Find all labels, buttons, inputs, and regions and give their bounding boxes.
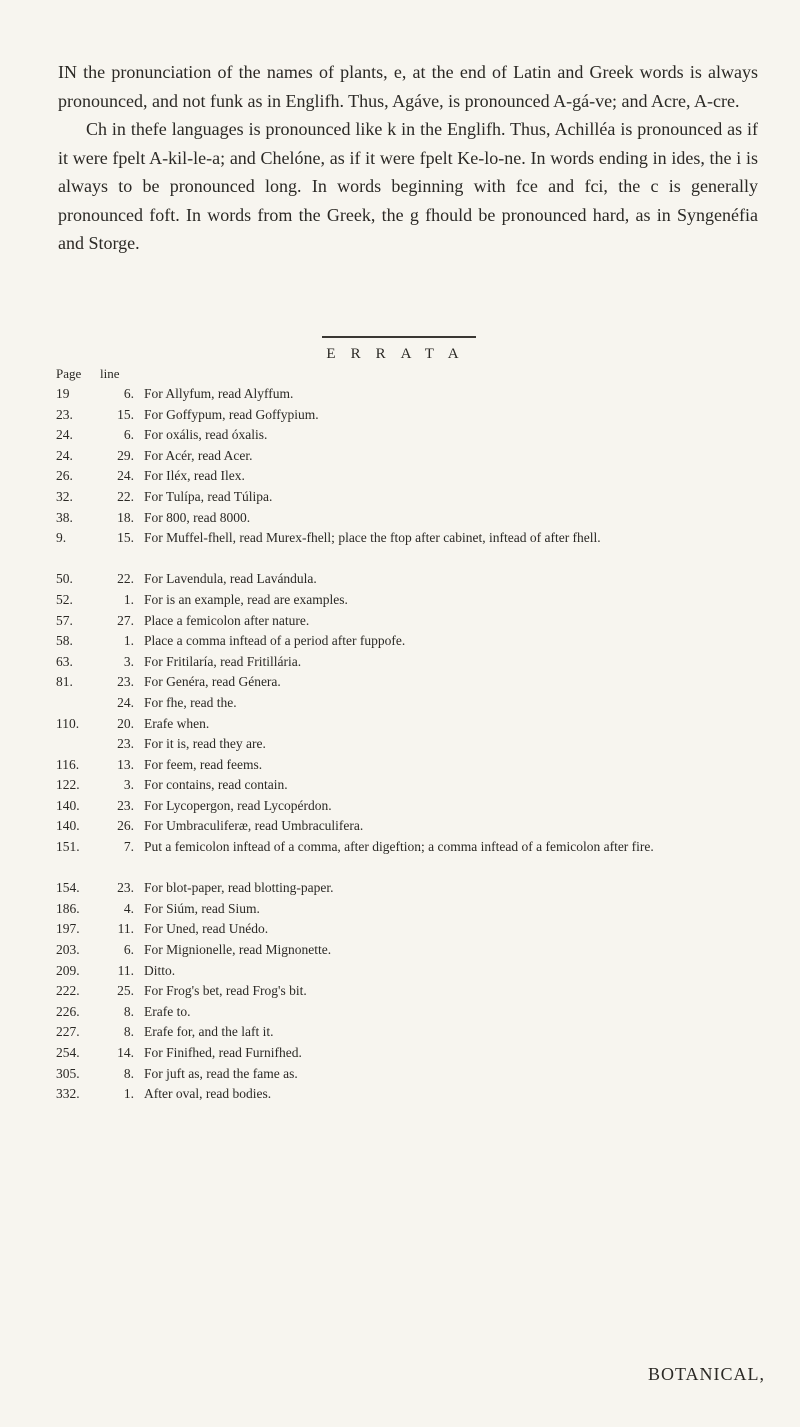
intro-text (58, 58, 758, 258)
errata-page-number: 222. (56, 983, 80, 999)
errata-correction: Place a comma inftead of a period after fuppofe. (144, 633, 406, 649)
errata-line-number: 22. (117, 488, 134, 504)
errata-line-number: 13. (117, 756, 134, 772)
errata-line-number: 24. (117, 468, 134, 484)
errata-row (56, 714, 776, 735)
errata-page-number: 52. (56, 591, 73, 607)
errata-page-number: 38. (56, 509, 73, 525)
errata-page-number: 19 (56, 386, 70, 401)
errata-line-number: 15. (117, 406, 134, 422)
errata-correction: Erafe when. (144, 715, 210, 731)
intro-paragraph-2: Ch in thefe languages is pronounced like k in the Englifh. Thus, Achilléa is pronounced as if it were fpelt A-kil-le-a; and Chelóne, as if it were fpelt Ke-lo-ne. In words ending in ides, the i is always to be pronounced long. In words beginning with fce and fci, the c is generally pronounced foft. In words from the Greek, the g fhould be pronounced hard, as in Syngenéfia and Storge. (58, 119, 758, 253)
errata-correction: For Tulípa, read Túlipa. (144, 488, 273, 504)
errata-page-number: 203. (56, 942, 80, 958)
errata-row (56, 961, 776, 982)
errata-row (56, 631, 776, 652)
errata-row (56, 528, 776, 569)
errata-row (56, 734, 776, 755)
errata-title: ERRATA (326, 346, 474, 362)
errata-row (56, 569, 776, 590)
errata-line-number: 22. (117, 571, 134, 587)
errata-row (56, 487, 776, 508)
errata-correction: For Iléx, read Ilex. (144, 468, 245, 484)
errata-row (56, 672, 776, 693)
errata-line-number: 25. (117, 983, 134, 999)
errata-row (56, 611, 776, 632)
errata-line-number: 4. (123, 900, 134, 916)
errata-correction: For Genéra, read Génera. (144, 674, 281, 690)
errata-row (56, 816, 776, 837)
errata-page-number: 332. (56, 1086, 80, 1102)
errata-row (56, 899, 776, 920)
errata-row (56, 837, 776, 878)
errata-correction: For it is, read they are. (144, 736, 266, 752)
errata-row (56, 590, 776, 611)
errata-correction: For Uned, read Unédo. (144, 921, 269, 937)
errata-correction: For Finifhed, read Furnifhed. (144, 1045, 302, 1060)
errata-line-number: 14. (117, 1045, 134, 1060)
errata-row (56, 693, 776, 714)
errata-line-number: 8. (123, 1065, 134, 1081)
errata-page-number: 122. (56, 777, 80, 793)
errata-page-number: 227. (56, 1024, 80, 1040)
intro-paragraph-1: IN the pronunciation of the names of plants, e, at the end of Latin and Greek words is always pronounced, and not funk as in Englifh. Thus, Agáve, is pronounced A-gá-ve; and Acre, A-cre. (58, 62, 758, 111)
errata-row (56, 384, 776, 405)
errata-row (56, 919, 776, 940)
errata-correction: For feem, read feems. (144, 756, 263, 772)
errata-page-number: 26. (56, 468, 73, 484)
errata-correction: For Umbraculiferæ, read Umbraculifera. (144, 818, 364, 834)
errata-correction: For Fritilaría, read Fritillária. (144, 653, 302, 669)
errata-line-number: 7. (123, 839, 134, 855)
errata-page-number: 116. (56, 756, 80, 772)
errata-row (56, 796, 776, 817)
errata-correction: For contains, read contain. (144, 777, 288, 793)
errata-page-number: 254. (56, 1045, 80, 1060)
errata-line-number: 3. (123, 653, 134, 669)
errata-correction: For Acér, read Acer. (144, 447, 253, 463)
errata-line-number: 20. (117, 715, 134, 731)
errata-row (56, 878, 776, 899)
errata-line-number: 1. (123, 633, 134, 649)
errata-line-number: 3. (123, 777, 134, 793)
errata-line-number: 15. (117, 530, 134, 546)
errata-list (56, 384, 776, 1105)
errata-correction: Place a femicolon after nature. (144, 612, 310, 628)
errata-correction: For juft as, read the fame as. (144, 1065, 298, 1081)
errata-line-number: 23. (117, 736, 134, 752)
errata-correction: For Mignionelle, read Mignonette. (144, 942, 332, 958)
errata-line-number: 6. (123, 427, 134, 443)
catchword: BOTANICAL, (647, 1364, 765, 1384)
errata-row (56, 1022, 776, 1043)
errata-line-number: 1. (123, 591, 134, 607)
errata-row (56, 940, 776, 961)
errata-line-number: 8. (123, 1003, 134, 1019)
errata-line-number: 27. (117, 612, 134, 628)
errata-correction: For Lavendula, read Lavándula. (144, 571, 317, 587)
errata-correction: After oval, read bodies. (144, 1086, 272, 1102)
errata-page-number: 57. (56, 612, 73, 628)
errata-row (56, 1043, 776, 1064)
errata-correction: For oxális, read óxalis. (144, 427, 268, 443)
column-header-page: Page (56, 366, 82, 381)
errata-page-number: 110. (56, 715, 80, 731)
errata-line-number: 6. (123, 386, 134, 401)
errata-correction: Put a femicolon inftead of a comma, after digeftion; a comma inftead of a femicolon after fire. (144, 839, 654, 855)
errata-row (56, 405, 776, 426)
errata-page-number: 50. (56, 571, 73, 587)
errata-correction: For is an example, read are examples. (144, 591, 348, 607)
errata-line-number: 23. (117, 880, 134, 896)
errata-correction: Ditto. (144, 962, 176, 978)
errata-row (56, 1002, 776, 1023)
errata-correction: For blot-paper, read blotting-paper. (144, 880, 334, 896)
errata-page-number: 209. (56, 962, 80, 978)
errata-page-number: 58. (56, 633, 73, 649)
errata-correction: For Siúm, read Sium. (144, 900, 260, 916)
errata-page-number: 140. (56, 797, 80, 813)
errata-row (56, 1064, 776, 1085)
section-divider (322, 336, 476, 338)
errata-correction: Erafe for, and the laft it. (144, 1024, 274, 1040)
errata-row (56, 466, 776, 487)
errata-row (56, 1084, 776, 1105)
errata-page-number: 140. (56, 818, 80, 834)
errata-correction: For 800, read 8000. (144, 509, 251, 525)
errata-page-number: 226. (56, 1003, 80, 1019)
errata-page-number: 24. (56, 447, 73, 463)
errata-line-number: 23. (117, 797, 134, 813)
errata-correction: For Frog's bet, read Frog's bit. (144, 983, 307, 999)
errata-correction: Erafe to. (144, 1003, 191, 1019)
errata-page-number: 197. (56, 921, 80, 937)
errata-correction: For Goffypum, read Goffypium. (144, 406, 319, 422)
errata-line-number: 23. (117, 674, 134, 690)
errata-page-number: 32. (56, 488, 73, 504)
errata-line-number: 11. (117, 962, 134, 978)
errata-row (56, 981, 776, 1002)
errata-row (56, 425, 776, 446)
errata-row (56, 652, 776, 673)
errata-row (56, 446, 776, 467)
errata-correction: For Lycopergon, read Lycopérdon. (144, 797, 332, 813)
errata-row (56, 755, 776, 776)
errata-page-number: 151. (56, 839, 80, 855)
errata-line-number: 1. (123, 1086, 134, 1102)
errata-page-number: 186. (56, 900, 80, 916)
errata-page-number: 9. (56, 530, 67, 546)
errata-line-number: 8. (123, 1024, 134, 1040)
errata-correction: For fhe, read the. (144, 694, 237, 710)
errata-line-number: 18. (117, 509, 134, 525)
errata-line-number: 24. (117, 694, 134, 710)
errata-line-number: 26. (117, 818, 134, 834)
errata-correction: For Allyfum, read Alyffum. (144, 386, 294, 401)
errata-page-number (56, 734, 106, 755)
errata-page-number: 81. (56, 674, 73, 690)
errata-page-number: 305. (56, 1065, 80, 1081)
errata-line-number: 11. (117, 921, 134, 937)
errata-correction: For Muffel-fhell, read Murex-fhell; place the ftop after cabinet, inftead of after fhell. (144, 530, 601, 546)
errata-page-number: 154. (56, 880, 80, 896)
errata-page-number (56, 693, 106, 714)
errata-page-number: 24. (56, 427, 73, 443)
column-header-line: line (100, 366, 120, 381)
errata-page-number: 63. (56, 653, 73, 669)
errata-page-number: 23. (56, 406, 73, 422)
errata-line-number: 29. (117, 447, 134, 463)
errata-row (56, 775, 776, 796)
errata-row (56, 508, 776, 529)
errata-line-number: 6. (123, 942, 134, 958)
